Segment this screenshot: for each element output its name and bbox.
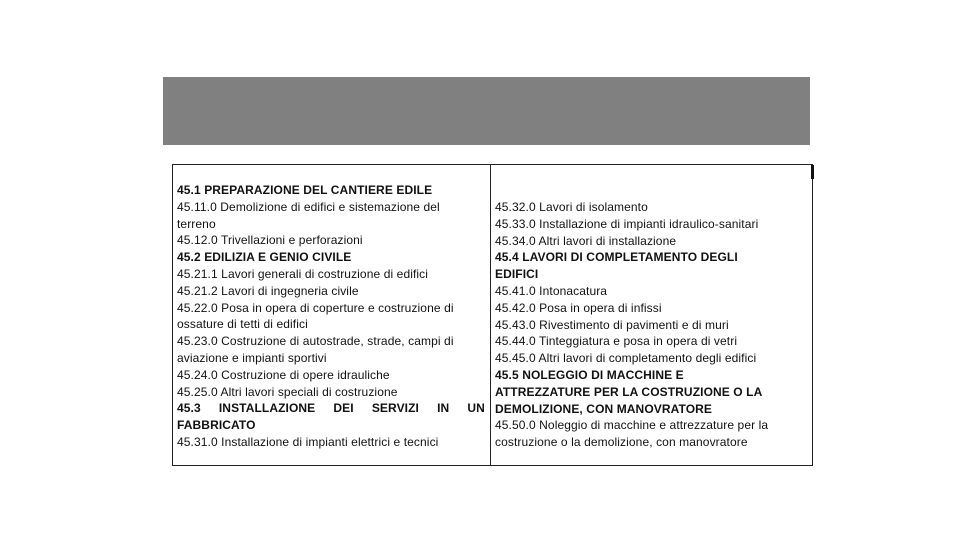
section-45-4-heading-cont: EDIFICI [495, 267, 539, 282]
ateco-code-table [172, 164, 813, 466]
section-45-3-word: UN [467, 401, 485, 416]
code-45-21-1: 45.21.1 Lavori generali di costruzione di edifici [177, 266, 429, 281]
code-45-21-2: 45.21.2 Lavori di ingegneria civile [177, 283, 359, 298]
section-45-3-word: DEI [333, 401, 354, 416]
right-column [495, 165, 795, 451]
code-45-32-0: 45.32.0 Lavori di isolamento [495, 200, 648, 214]
column-divider [490, 165, 491, 465]
code-45-42-0: 45.42.0 Posa in opera di infissi [495, 300, 662, 315]
section-45-3-heading-cont: FABBRICATO [177, 418, 256, 433]
code-45-23-0: 45.23.0 Costruzione di autostrade, strade, campi di [177, 334, 454, 349]
code-45-24-0: 45.24.0 Costruzione di opere idrauliche [177, 367, 390, 382]
code-45-23-0-cont: aviazione e impianti sportivi [177, 350, 327, 365]
code-45-41-0: 45.41.0 Intonacatura [495, 283, 608, 298]
section-45-3-word: IN [437, 401, 450, 416]
section-45-5-heading: 45.5 NOLEGGIO DI MACCHINE E [495, 367, 684, 382]
code-45-43-0: 45.43.0 Rivestimento di pavimenti e di muri [495, 317, 729, 332]
code-45-45-0: 45.45.0 Altri lavori di completamento degli edifici [495, 351, 757, 366]
code-45-25-0: 45.25.0 Altri lavori speciali di costruzione [177, 384, 398, 399]
gray-header-banner [163, 77, 810, 145]
section-45-2-heading: 45.2 EDILIZIA E GENIO CIVILE [177, 250, 352, 265]
section-45-1-heading: 45.1 PREPARAZIONE DEL CANTIERE EDILE [177, 183, 433, 197]
section-45-3-word: INSTALLAZIONE [218, 401, 316, 416]
section-45-5-heading-cont: ATTREZZATURE PER LA COSTRUZIONE O LA [495, 384, 763, 399]
code-45-11-0: 45.11.0 Demolizione di edifici e sistemazione del [177, 199, 440, 214]
code-45-34-0: 45.34.0 Altri lavori di installazione [495, 233, 677, 248]
section-45-4-heading: 45.4 LAVORI DI COMPLETAMENTO DEGLI [495, 250, 738, 265]
section-45-3-word: SERVIZI [371, 401, 419, 416]
code-45-44-0: 45.44.0 Tinteggiatura e posa in opera di vetri [495, 334, 738, 349]
code-45-33-0: 45.33.0 Installazione di impianti idraulico-sanitari [495, 216, 759, 231]
table-corner-mark [811, 165, 814, 179]
left-column [177, 165, 485, 451]
code-45-22-0: 45.22.0 Posa in opera di coperture e costruzione di [177, 300, 454, 315]
code-45-11-0-cont: terreno [177, 216, 216, 231]
code-45-31-0: 45.31.0 Installazione di impianti elettrici e tecnici [177, 434, 439, 449]
code-45-12-0: 45.12.0 Trivellazioni e perforazioni [177, 233, 363, 248]
section-45-5-heading-cont2: DEMOLIZIONE, CON MANOVRATORE [495, 401, 713, 416]
section-45-3-word: 45.3 [177, 401, 201, 416]
code-45-22-0-cont: ossature di tetti di edifici [177, 317, 308, 332]
section-45-3-heading [177, 400, 485, 417]
code-45-50-0: 45.50.0 Noleggio di macchine e attrezzature per la [495, 418, 769, 433]
code-45-50-0-cont: costruzione o la demolizione, con manovratore [495, 435, 748, 450]
